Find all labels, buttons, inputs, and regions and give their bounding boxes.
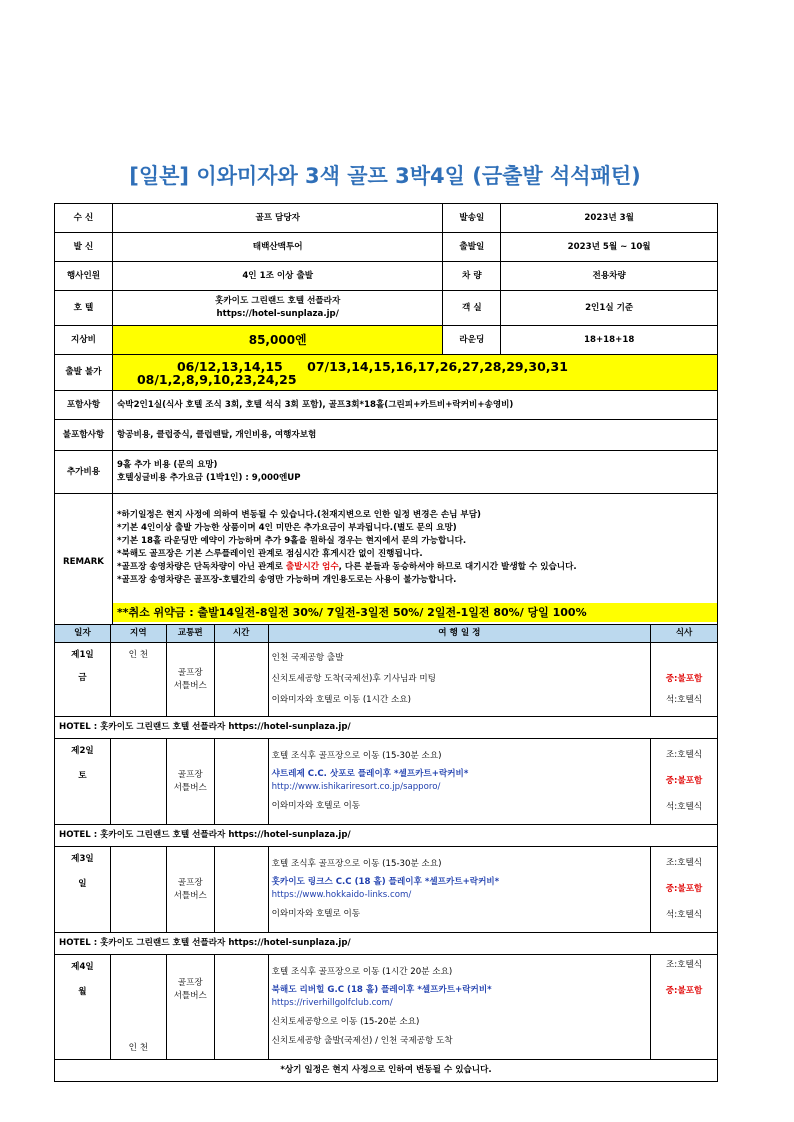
day1-transport: 골프장 서틀버스 bbox=[166, 643, 214, 717]
header-date: 일자 bbox=[55, 625, 111, 643]
price-label: 지상비 bbox=[55, 326, 113, 355]
day4-line-4: 신치토세공항 출발(국제선) / 인천 국제공항 도착 bbox=[271, 1036, 453, 1046]
price-value: 85,000엔 bbox=[112, 326, 442, 355]
day2-line-3: 이와미자와 호텔로 이동 bbox=[271, 801, 361, 811]
day3-weekday: 일 bbox=[78, 879, 87, 889]
excluded-value: 항공비용, 클럽중식, 클럽렌탈, 개인비용, 여행자보험 bbox=[112, 420, 717, 451]
day2-meal-2: 중:불포함 bbox=[665, 776, 703, 786]
hotel-line-1: HOTEL : 홋카이도 그린랜드 호텔 선플라자 https://hotel-sunplaza.jp/ bbox=[55, 717, 718, 739]
header-time: 시간 bbox=[214, 625, 268, 643]
day1-line-3: 이와미자와 호텔로 이동 (1시간 소요) bbox=[271, 695, 411, 705]
day3-row bbox=[55, 847, 718, 933]
send-date-value: 2023년 3월 bbox=[501, 204, 718, 233]
extra-line-1: 9홀 추가 비용 (문의 요망) bbox=[116, 460, 218, 470]
day3-meal-1: 조:호텔식 bbox=[665, 858, 703, 868]
footer-note: *상기 일정은 현지 사정으로 인하여 변동될 수 있습니다. bbox=[55, 1060, 718, 1082]
header-transport: 교통편 bbox=[166, 625, 214, 643]
unavailable-dates bbox=[112, 355, 717, 391]
day4-date bbox=[55, 955, 111, 1060]
day4-line-1: 호텔 조식후 골프장으로 이동 (1시간 20분 소요) bbox=[271, 967, 453, 977]
day4-row bbox=[55, 955, 718, 1060]
page-title: [일본] 이와미자와 3색 골프 3박4일 (금출발 석석패턴) bbox=[129, 164, 641, 188]
day2-transport: 골프장 서틀버스 bbox=[166, 739, 214, 825]
day1-region: 인 천 bbox=[110, 643, 166, 717]
day4-transport: 골프장 서틀버스 bbox=[166, 955, 214, 1060]
sender-label: 발 신 bbox=[55, 233, 113, 262]
hotel-name: 홋카이도 그린랜드 호텔 선플라자 bbox=[215, 296, 341, 306]
rounds-value: 18+18+18 bbox=[501, 326, 718, 355]
day1-meals bbox=[651, 643, 718, 717]
remark-5-text-c: , 다른 분들과 동승하셔야 하므로 대기시간 발생할 수 있습니다. bbox=[338, 562, 577, 572]
day4-meal-2: 중:불포함 bbox=[665, 986, 703, 996]
day2-weekday: 토 bbox=[78, 771, 87, 781]
excluded-label: 불포함사항 bbox=[55, 420, 113, 451]
remark-3: *기본 18홀 라운딩만 예약이 가능하며 추가 9홀을 원하실 경우는 현지에서 문의 가능합니다. bbox=[116, 536, 467, 546]
day4-time bbox=[214, 955, 268, 1060]
hotel-label: 호 텔 bbox=[55, 291, 113, 326]
extra-value bbox=[112, 451, 717, 494]
hotel-row-1 bbox=[55, 717, 718, 739]
header-region: 지역 bbox=[110, 625, 166, 643]
hotel-line-2: HOTEL : 홋카이도 그린랜드 호텔 선플라자 https://hotel-sunplaza.jp/ bbox=[55, 825, 718, 847]
remark-1: *하기일정은 현지 사정에 의하여 변동될 수 있습니다.(천재지변으로 인한 일정 변경은 손님 부담) bbox=[116, 510, 481, 520]
header-meal: 식사 bbox=[651, 625, 718, 643]
people-label: 행사인원 bbox=[55, 262, 113, 291]
hotel-value bbox=[112, 291, 442, 326]
day2-label: 제2일 bbox=[71, 746, 94, 756]
depart-date-label: 출발일 bbox=[443, 233, 501, 262]
send-date-label: 발송일 bbox=[443, 204, 501, 233]
day1-date bbox=[55, 643, 111, 717]
day2-schedule bbox=[268, 739, 650, 825]
day4-course-url[interactable]: https://riverhillgolfclub.com/ bbox=[271, 998, 393, 1008]
day2-region bbox=[110, 739, 166, 825]
itinerary-header-row bbox=[55, 625, 718, 643]
day3-meal-2: 중:불포함 bbox=[665, 884, 703, 894]
day3-schedule bbox=[268, 847, 650, 933]
extra-line-2: 호텔싱글비용 추가요금 (1박1인) : 9,000엔UP bbox=[116, 473, 301, 483]
day4-label: 제4일 bbox=[71, 962, 94, 972]
unavailable-aug: 08/1,2,8,9,10,23,24,25 bbox=[136, 371, 297, 387]
day2-row bbox=[55, 739, 718, 825]
day2-meal-3: 석:호텔식 bbox=[665, 802, 703, 812]
remark-2: *기본 4인이상 출발 가능한 상품이며 4인 미만은 추가요금이 부과됩니다.(별도 문의 요망) bbox=[116, 523, 457, 533]
hotel-line-3: HOTEL : 홋카이도 그린랜드 호텔 선플라자 https://hotel-sunplaza.jp/ bbox=[55, 933, 718, 955]
remark-6: *골프장 송영차량은 골프장-호텔간의 송영만 가능하며 개인용도로는 사용이 불가능합니다. bbox=[116, 575, 457, 585]
remark-4: *북해도 골프장은 기본 스루플레이인 관계로 점심시간 휴게시간 없이 진행됩니다. bbox=[116, 549, 423, 559]
day2-date bbox=[55, 739, 111, 825]
hotel-url[interactable]: https://hotel-sunplaza.jp/ bbox=[216, 309, 339, 319]
day3-time bbox=[214, 847, 268, 933]
day1-line-2: 신치토세공항 도착(국제선)후 기사님과 미팅 bbox=[271, 674, 436, 684]
remark-5-text-a: *골프장 송영차량은 단독차량이 아닌 관계로 bbox=[116, 562, 286, 572]
day4-course: 북해도 리버힐 G.C (18 홀) 플레이후 *셀프카트+락커비* bbox=[271, 985, 492, 995]
day1-label: 제1일 bbox=[71, 650, 94, 660]
itinerary-table bbox=[54, 624, 718, 1082]
included-label: 포함사항 bbox=[55, 391, 113, 420]
hotel-row-3 bbox=[55, 933, 718, 955]
day4-schedule bbox=[268, 955, 650, 1060]
day1-meal-1 bbox=[655, 652, 713, 673]
day1-meal-2: 중:불포함 bbox=[665, 674, 703, 684]
day2-meal-1: 조:호텔식 bbox=[665, 750, 703, 760]
day3-course: 홋카이도 링크스 C.C (18 홀) 플레이후 *셀프카트+락커비* bbox=[271, 877, 500, 887]
remark-5 bbox=[117, 561, 713, 574]
day3-meals bbox=[651, 847, 718, 933]
day4-meals bbox=[651, 955, 718, 1060]
info-table bbox=[54, 203, 718, 631]
day1-row bbox=[55, 643, 718, 717]
sender-value: 태백산맥투어 bbox=[112, 233, 442, 262]
day1-schedule bbox=[268, 643, 650, 717]
depart-date-value: 2023년 5월 ~ 10월 bbox=[501, 233, 718, 262]
day3-date bbox=[55, 847, 111, 933]
day2-meals bbox=[651, 739, 718, 825]
hotel-row-2 bbox=[55, 825, 718, 847]
day3-course-url[interactable]: https://www.hokkaido-links.com/ bbox=[271, 890, 412, 900]
day3-line-1: 호텔 조식후 골프장으로 이동 (15-30분 소요) bbox=[271, 859, 442, 869]
cancel-policy: **취소 위약금 : 출발14일전-8일전 30%/ 7일전-3일전 50%/ 2일전-1일전 80%/ 당일 100% bbox=[113, 603, 717, 622]
day3-region bbox=[110, 847, 166, 933]
day1-meal-3: 석:호텔식 bbox=[665, 695, 703, 705]
day3-transport: 골프장 서틀버스 bbox=[166, 847, 214, 933]
room-label: 객 실 bbox=[443, 291, 501, 326]
day2-time bbox=[214, 739, 268, 825]
vehicle-value: 전용차량 bbox=[501, 262, 718, 291]
day1-weekday: 금 bbox=[78, 673, 87, 683]
day4-weekday: 월 bbox=[78, 987, 87, 997]
vehicle-label: 차 량 bbox=[443, 262, 501, 291]
header-schedule: 여 행 일 정 bbox=[268, 625, 650, 643]
day2-course-url[interactable]: http://www.ishikariresort.co.jp/sapporo/ bbox=[271, 782, 441, 792]
extra-label: 추가비용 bbox=[55, 451, 113, 494]
day3-label: 제3일 bbox=[71, 854, 94, 864]
unavailable-june: 06/12,13,14,15 bbox=[176, 358, 283, 374]
day2-course: 샤트레제 C.C. 삿포로 플레이후 *셀프카트+락커비* bbox=[271, 769, 469, 779]
people-value: 4인 1조 이상 출발 bbox=[112, 262, 442, 291]
day1-line-1: 인천 국제공항 출발 bbox=[271, 653, 344, 663]
footer-row bbox=[55, 1060, 718, 1082]
day4-meal-1: 조:호텔식 bbox=[665, 960, 703, 970]
day1-time bbox=[214, 643, 268, 717]
unavailable-label: 출발 불가 bbox=[55, 355, 113, 391]
remark-5-emphasis: 출발시간 엄수 bbox=[285, 562, 339, 572]
day2-line-1: 호텔 조식후 골프장으로 이동 (15-30분 소요) bbox=[271, 751, 442, 761]
room-value: 2인1실 기준 bbox=[501, 291, 718, 326]
day4-line-3: 신치토세공항으로 이동 (15-20분 소요) bbox=[271, 1017, 420, 1027]
day4-region: 인 천 bbox=[110, 955, 166, 1060]
included-value: 숙박2인1실(식사 호텔 조식 3회, 호텔 석식 3회 포함), 골프3회*18홀(그린피+카트비+락커비+송영비) bbox=[112, 391, 717, 420]
recipient-value: 골프 담당자 bbox=[112, 204, 442, 233]
rounds-label: 라운딩 bbox=[443, 326, 501, 355]
unavailable-july: 07/13,14,15,16,17,26,27,28,29,30,31 bbox=[307, 358, 568, 374]
day3-meal-3: 석:호텔식 bbox=[665, 910, 703, 920]
day3-line-3: 이와미자와 호텔로 이동 bbox=[271, 909, 361, 919]
recipient-label: 수 신 bbox=[55, 204, 113, 233]
remark-label: REMARK bbox=[55, 494, 113, 631]
remark-list bbox=[112, 494, 717, 603]
